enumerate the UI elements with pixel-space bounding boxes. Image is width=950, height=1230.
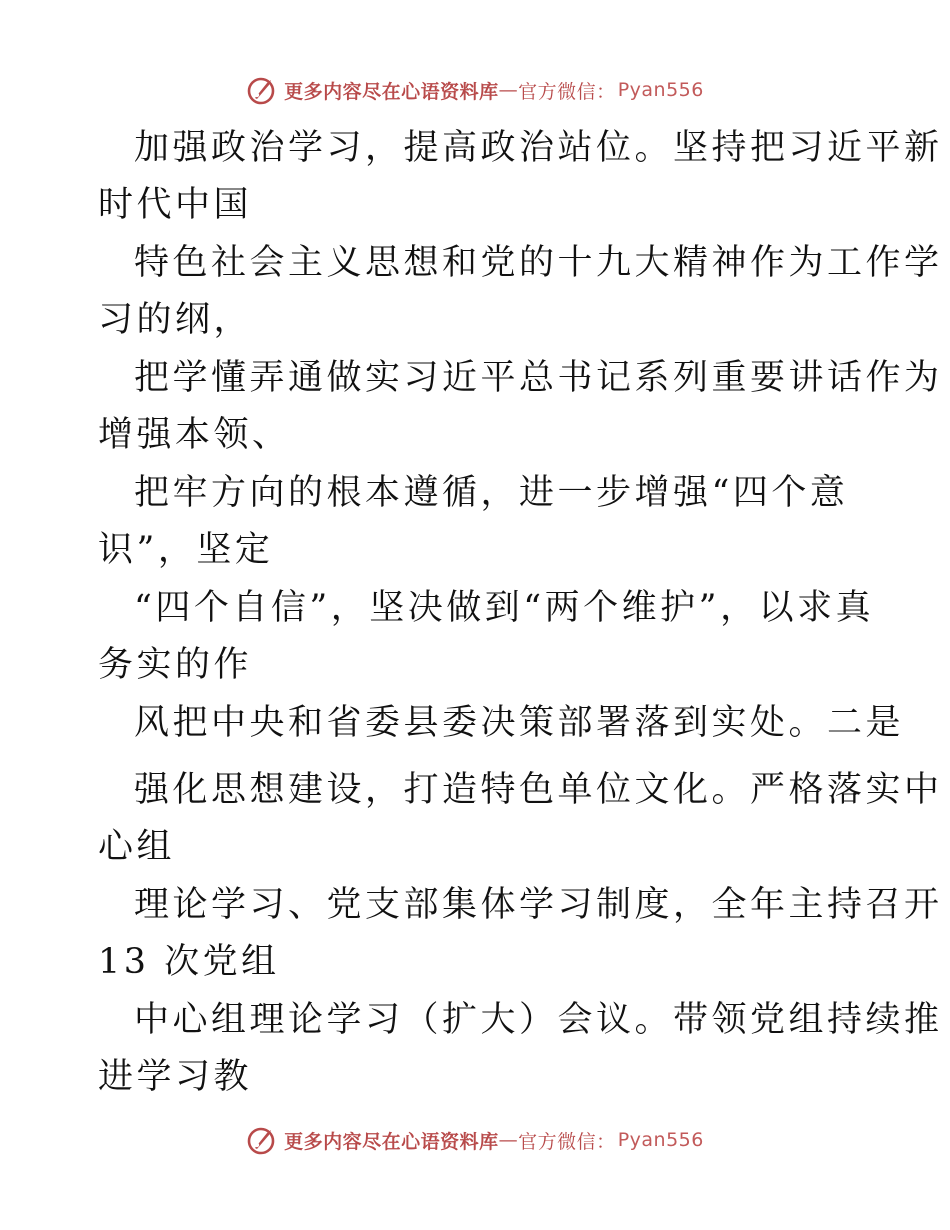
footer-banner [0, 1120, 950, 1160]
body-line: “四个自信”，坚决做到“两个维护”，以求真 [134, 588, 875, 628]
banner-separator: — [498, 1129, 519, 1151]
body-line: 识”，坚定 [98, 530, 274, 570]
body-line: 风把中央和省委县委决策部署落到实处。二是 [134, 703, 905, 743]
banner-site-name: 更多内容尽在心语资料库 [284, 1130, 499, 1153]
body-line: 加强政治学习，提高政治站位。坚持把习近平新 [134, 128, 943, 168]
body-line: 强化思想建设，打造特色单位文化。严格落实中 [134, 770, 943, 810]
banner-separator: — [498, 79, 519, 101]
body-line: 把学懂弄通做实习近平总书记系列重要讲话作为 [134, 358, 943, 398]
banner-wechat-account: Pyan556 [617, 1129, 704, 1151]
body-line: 中心组理论学习（扩大）会议。带领党组持续推 [134, 1000, 943, 1040]
body-line: 习的纲， [98, 300, 253, 340]
quill-logo-icon [246, 1124, 278, 1156]
header-banner [0, 70, 950, 110]
body-line: 心组 [98, 827, 176, 867]
body-line: 特色社会主义思想和党的十九大精神作为工作学 [134, 243, 943, 283]
body-line: 进学习教 [98, 1057, 253, 1097]
banner-wechat-label: 官方微信： [518, 1130, 616, 1153]
body-line: 增强本领、 [98, 415, 291, 455]
banner-site-name: 更多内容尽在心语资料库 [284, 80, 499, 103]
body-line: 务实的作 [98, 645, 253, 685]
body-line: 把牢方向的根本遵循，进一步增强“四个意 [134, 473, 849, 513]
body-line: 理论学习、党支部集体学习制度，全年主持召开 [134, 885, 943, 925]
banner-wechat-label: 官方微信： [518, 80, 616, 103]
banner-wechat-account: Pyan556 [617, 79, 704, 101]
quill-logo-icon [246, 74, 278, 106]
body-line: 时代中国 [98, 185, 253, 225]
body-line: 13 次党组 [98, 942, 280, 982]
